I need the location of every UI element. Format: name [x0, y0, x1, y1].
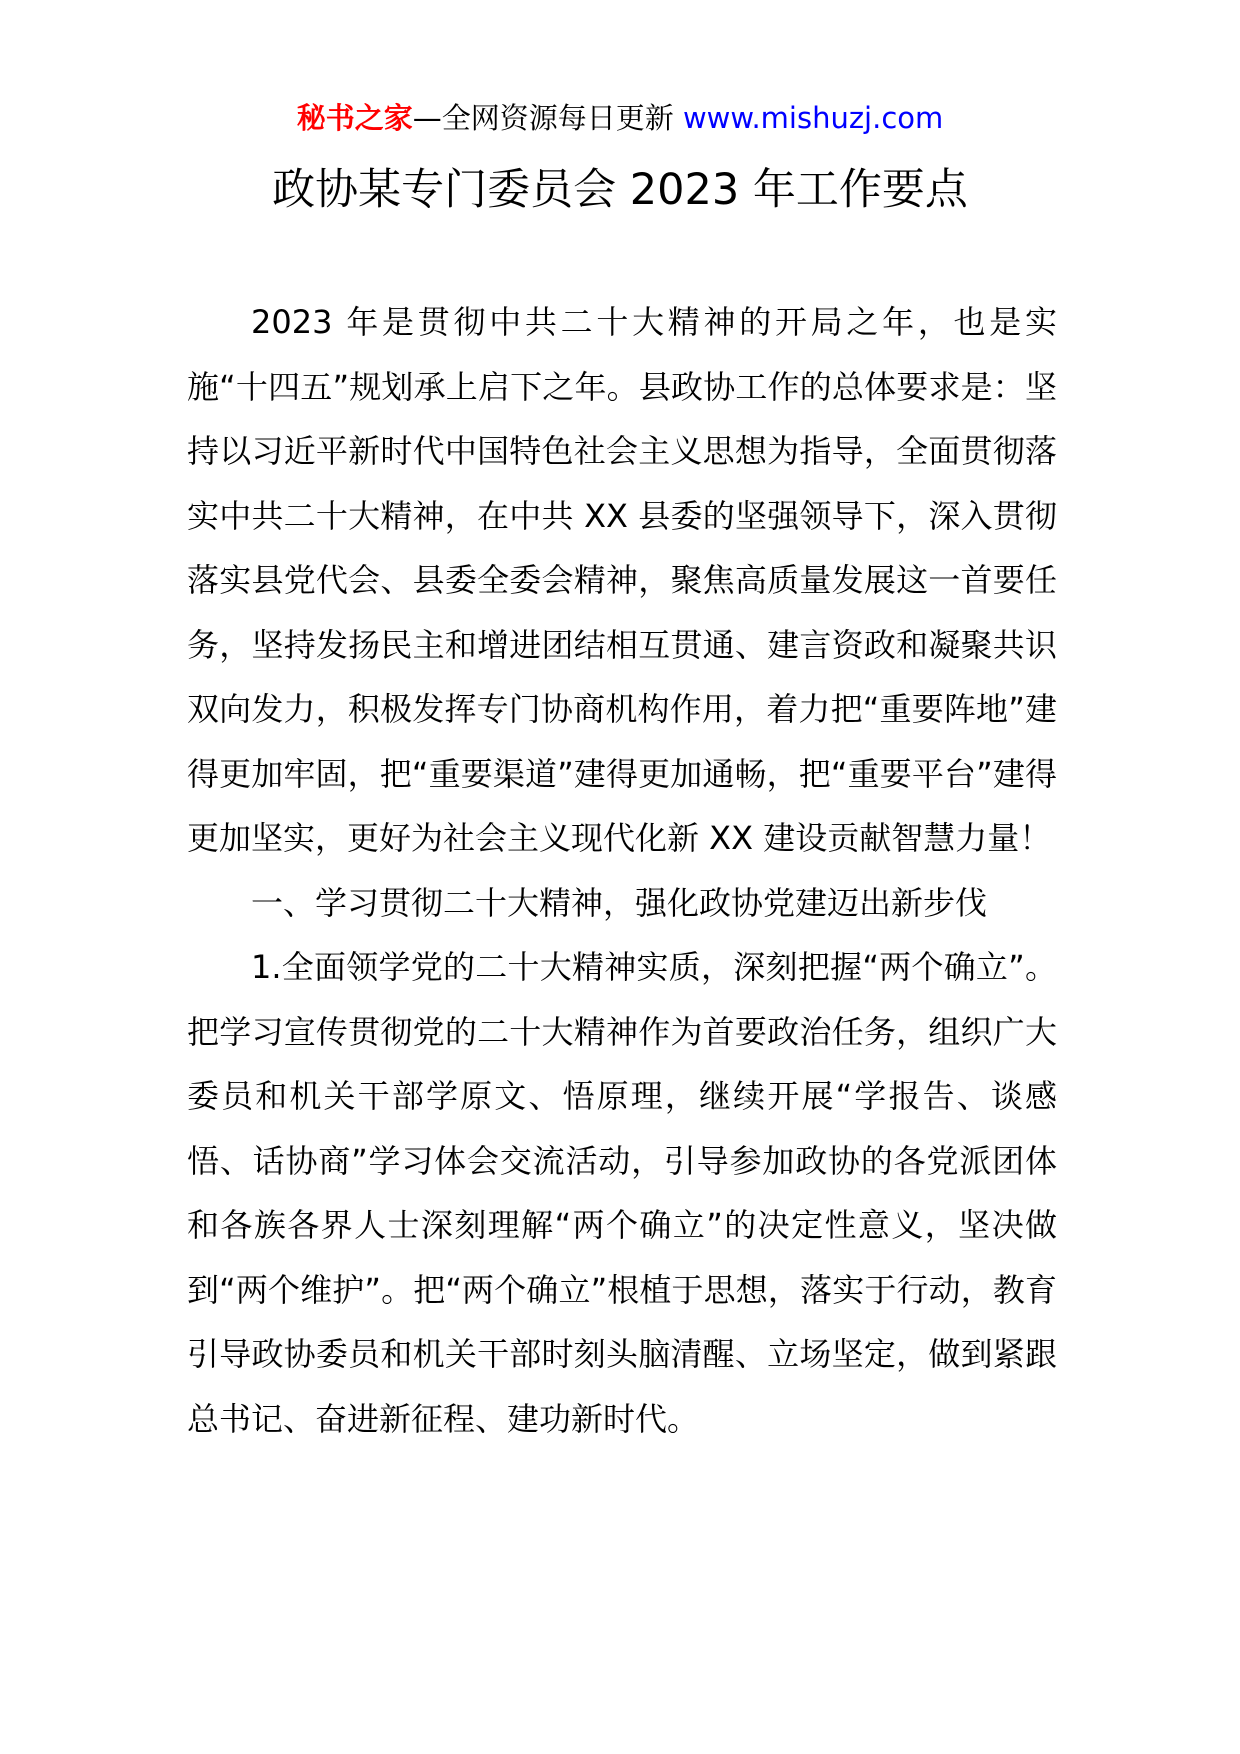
- document-body: [187, 290, 1057, 1451]
- site-tagline: —全网资源每日更新: [412, 101, 683, 135]
- item-paragraph-1: 1.全面领学党的二十大精神实质，深刻把握“两个确立”。把学习宣传贯彻党的二十大精神作为首要政治任务，组织广大委员和机关干部学原文、悟原理，继续开展“学报告、谈感悟、话协商”学习体会交流活动，引导参加政协的各党派团体和各族各界人士深刻理解“两个确立”的决定性意义，坚决做到“两个维护”。把“两个确立”根植于思想，落实于行动，教育引导政协委员和机关干部时刻头脑清醒、立场坚定，做到紧跟总书记、奋进新征程、建功新时代。: [187, 948, 1057, 1438]
- section-heading-1: 一、学习贯彻二十大精神，强化政协党建迈出新步伐: [251, 883, 988, 922]
- site-header: [0, 98, 1240, 138]
- site-brand: 秘书之家: [296, 101, 413, 135]
- intro-paragraph: 2023 年是贯彻中共二十大精神的开局之年，也是实施“十四五”规划承上启下之年。县政协工作的总体要求是：坚持以习近平新时代中国特色社会主义思想为指导，全面贯彻落实中共二十大精神，在中共 XX 县委的坚强领导下，深入贯彻落实县党代会、县委全委会精神，聚焦高质量发展这一首要任务，坚持发扬民主和增进团结相互贯通、建言资政和凝聚共识双向发力，积极发挥专门协商机构作用，着力把“重要阵地”建得更加牢固，把“重要渠道”建得更加通畅，把“重要平台”建得更加坚实，更好为社会主义现代化新 XX 建设贡献智慧力量！: [187, 303, 1057, 857]
- site-url-link[interactable]: www.mishuzj.com: [682, 101, 944, 135]
- document-title: 政协某专门委员会 2023 年工作要点: [272, 165, 968, 215]
